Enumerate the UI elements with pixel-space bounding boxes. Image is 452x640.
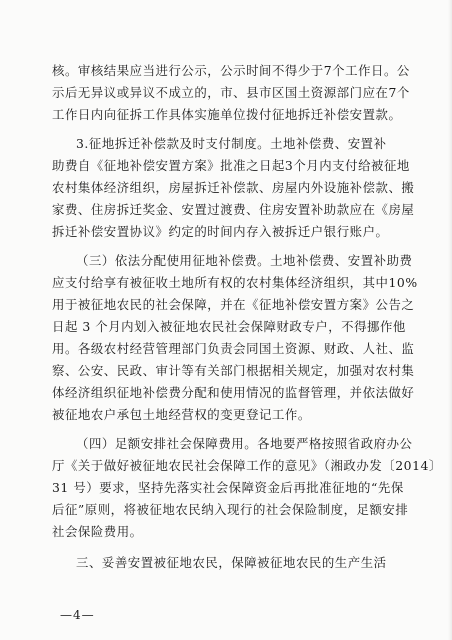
text-line: 31 号）要求，坚持先落实社会保障资金后再批准征地的“先保 <box>52 480 404 495</box>
text-line: 助费自《征地补偿安置方案》批准之日起3个月内支付给被征地 <box>52 158 410 173</box>
text-line: 厅《关于做好被征地农民社会保障工作的意见》（湘政办发〔2014〕 <box>52 458 442 473</box>
text-line: 后征”原则，将被征地农民纳入现行的社会保险制度，足额安排 <box>52 502 409 517</box>
text-line: 用于被征地农民的社会保障，并在《征地补偿安置方案》公告之 <box>52 297 415 312</box>
section-heading-three: （三）依法分配使用征地补偿费。土地补偿费、安置补助费 <box>76 253 413 268</box>
section-heading-3: 3.征地拆迁补偿款及时支付制度。土地补偿费、安置补 <box>76 136 387 151</box>
scan-edge-shadow <box>448 0 452 640</box>
text-line: 日起 3 个月内划入被征地农民社会保障财政专户，不得挪作他 <box>52 319 406 334</box>
text-line: 察、公安、民政、审计等有关部门根据相关规定，加强对农村集 <box>52 363 415 378</box>
text-line: 体经济组织征地补偿费分配和使用情况的监督管理，并依法做好 <box>52 385 415 400</box>
text-line: 核。审核结果应当进行公示，公示时间不得少于7个工作日。公 <box>52 63 410 78</box>
page-number: —4— <box>60 608 95 622</box>
text-line: 家费、住房拆迁奖金、安置过渡费、住房安置补助款应在《房屋 <box>52 202 415 217</box>
text-line: 用。各级农村经营管理部门负责会同国土资源、财政、人社、监 <box>52 341 415 356</box>
text-line: 农村集体经济组织，房屋拆迁补偿款、房屋内外设施补偿款、搬 <box>52 180 415 195</box>
text-line: 工作日内向征拆工作具体实施单位拨付征地拆迁补偿安置款。 <box>52 107 402 122</box>
text-line: 拆迁补偿安置协议》约定的时间内存入被拆迁户银行账户。 <box>52 224 389 239</box>
body-text <box>52 60 442 574</box>
chapter-heading: 三、妥善安置被征地农民，保障被征地农民的生产生活 <box>76 555 387 570</box>
section-heading-four: （四）足额安排社会保障费用。各地要严格按照省政府办公 <box>76 436 413 451</box>
text-line: 应支付给享有被征收土地所有权的农村集体经济组织，其中10% <box>52 275 418 290</box>
text-line: 示后无异议或异议不成立的，市、县市区国土资源部门应在7个 <box>52 85 410 100</box>
text-line: 社会保险费用。 <box>52 524 143 539</box>
text-line: 被征地农户承包土地经营权的变更登记工作。 <box>52 407 311 422</box>
